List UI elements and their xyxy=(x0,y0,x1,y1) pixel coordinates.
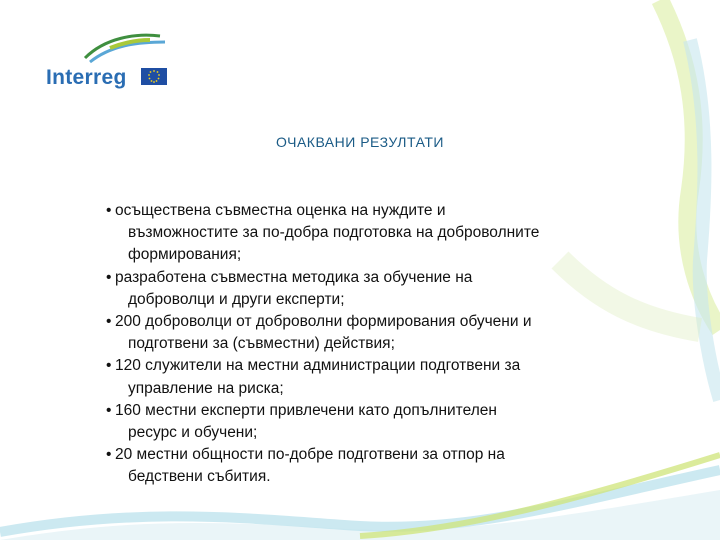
slide-title xyxy=(0,134,720,150)
list-item-line: възможностите за по-добра подготовка на доброволните xyxy=(128,224,540,242)
bullet-icon: • xyxy=(106,202,112,219)
interreg-logo-icon xyxy=(80,28,170,68)
bullet-icon: • xyxy=(106,357,112,375)
list-item-line: доброволци и други експерти; xyxy=(128,290,345,308)
list-item-line: подготвени за (съвместни) действия; xyxy=(128,335,395,353)
slide-title-text: ОЧАКВАНИ РЕЗУЛТАТИ xyxy=(276,134,444,150)
list-item-line: 20 местни общности по-добре подготвени за отпор на xyxy=(115,446,505,464)
list-item-line: ресурс и обучени; xyxy=(128,424,258,442)
bullet-icon: • xyxy=(106,401,112,419)
results-list xyxy=(106,200,646,489)
bullet-icon: • xyxy=(106,446,112,464)
list-item xyxy=(106,355,646,399)
list-item-line: 160 местни експерти привлечени като допълнителен xyxy=(115,401,497,419)
list-item xyxy=(106,444,646,488)
logo-wordmark: Interreg xyxy=(46,66,127,89)
list-item-line: осъществена съвместна оценка на нуждите и xyxy=(115,202,446,219)
list-item xyxy=(106,400,646,444)
interreg-logo xyxy=(40,28,180,98)
list-item-line: разработена съвместна методика за обучение на xyxy=(115,268,473,286)
list-item-line: бедствени събития. xyxy=(128,468,271,486)
list-item xyxy=(106,311,646,355)
list-item-line: формирования; xyxy=(128,246,242,264)
list-item-line: 200 доброволци от доброволни формирования обучени и xyxy=(115,313,532,331)
list-item xyxy=(106,267,646,311)
list-item-line: управление на риска; xyxy=(128,379,284,397)
bullet-icon: • xyxy=(106,268,112,286)
eu-flag-icon xyxy=(141,68,167,85)
list-item-line: 120 служители на местни администрации подготвени за xyxy=(115,357,521,375)
list-item xyxy=(106,200,646,267)
bullet-icon: • xyxy=(106,313,112,331)
